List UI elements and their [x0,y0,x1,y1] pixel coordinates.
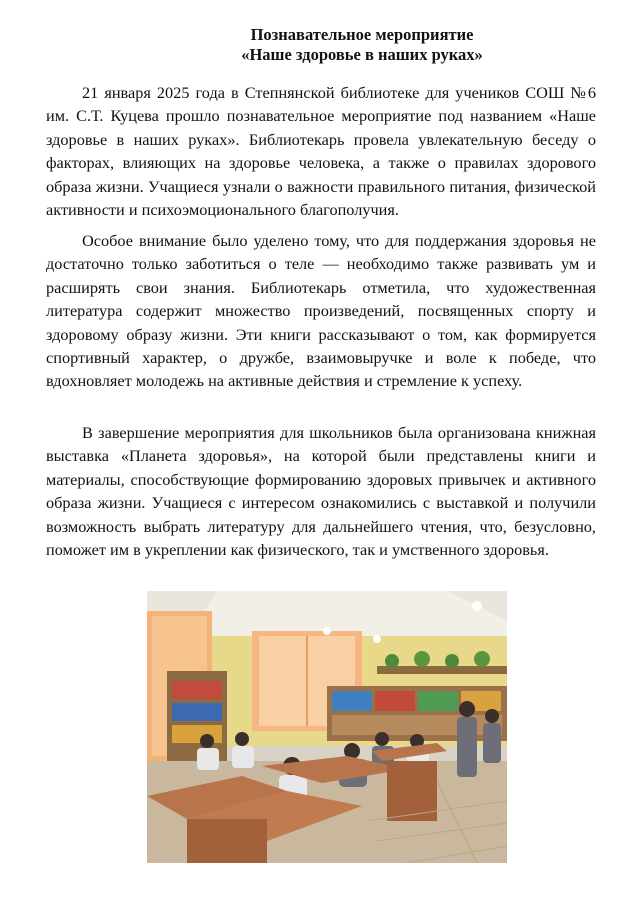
paragraph-1-text: 21 января 2025 года в Степнянской библиотеке для учеников СОШ №6 им. С.Т. Куцева прошло познавательное мероприятие под названием «Наше здоровье в наших руках». Библиотекарь провела увлекательную беседу о факторах, влияющих на здоровье человека, а также о правилах здорового образа жизни. Учащиеся узнали о важности правильного питания, физической активности и психоэмоционального благополучия. [46,83,596,220]
document-title-line2: «Наше здоровье в наших руках» [241,45,483,64]
document-title-line1: Познавательное мероприятие [250,25,474,44]
paragraph-1 [46,81,596,221]
paragraph-2 [46,229,596,393]
event-photo [147,591,507,863]
paragraph-2-text: Особое внимание было уделено тому, что для поддержания здоровья не достаточно только заботиться о теле — необходимо также развивать ум и расширять свои знания. Библиотекарь отметила, что художественная литература содержит множество произведений, посвященных спорту и здоровому образу жизни. Эти книги рассказывают о том, как формируется спортивный характер, о дружбе, взаимовыручке и воле к победе, что вдохновляет молодежь на активные действия и стремление к успеху. [46,231,596,391]
paragraph-3 [46,421,596,561]
paragraph-3-text: В завершение мероприятия для школьников была организована книжная выставка «Планета здоровья», на которой были представлены книги и материалы, способствующие формированию здоровых привычек и активного образа жизни. Учащиеся с интересом ознакомились с выставкой и получили возможность выбрать литературу для дальнейшего чтения, что, безусловно, поможет им в укреплении как физического, так и умственного здоровья. [46,423,596,560]
